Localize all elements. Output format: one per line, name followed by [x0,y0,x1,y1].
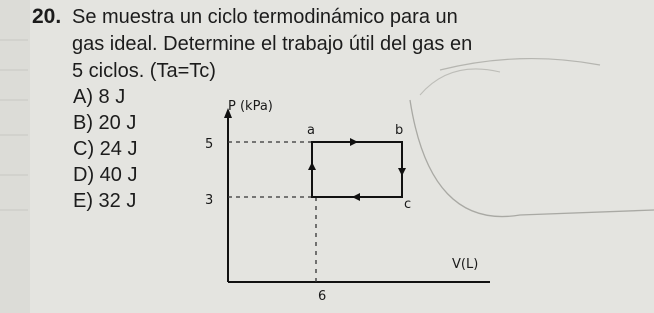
point-label-c: c [404,197,412,212]
point-label-a: a [307,123,315,138]
tick-label-p3: 3 [205,193,214,208]
cycle-rectangle [312,142,402,197]
arrow-right [398,168,406,176]
question-line-2: gas ideal. Determine el trabajo útil del gas en [72,33,473,55]
arrow-bottom [352,193,360,201]
option-b[interactable]: B) 20 J [73,112,137,134]
tick-label-p5: 5 [205,137,214,152]
question-line-1: Se muestra un ciclo termodinámico para un [72,6,458,28]
option-d[interactable]: D) 40 J [73,164,138,186]
option-a[interactable]: A) 8 J [73,86,126,108]
point-label-b: b [395,123,404,138]
tick-label-v6: 6 [318,289,327,304]
question-line-3: 5 ciclos. (Ta=Tc) [72,60,216,82]
y-axis-label: P (kPa) [228,99,273,114]
x-axis-label: V(L) [452,257,479,272]
arrow-top [350,138,358,146]
arrow-left [308,162,316,170]
option-c[interactable]: C) 24 J [73,138,138,160]
option-e[interactable]: E) 32 J [73,190,137,212]
question-number: 20. [32,5,62,28]
